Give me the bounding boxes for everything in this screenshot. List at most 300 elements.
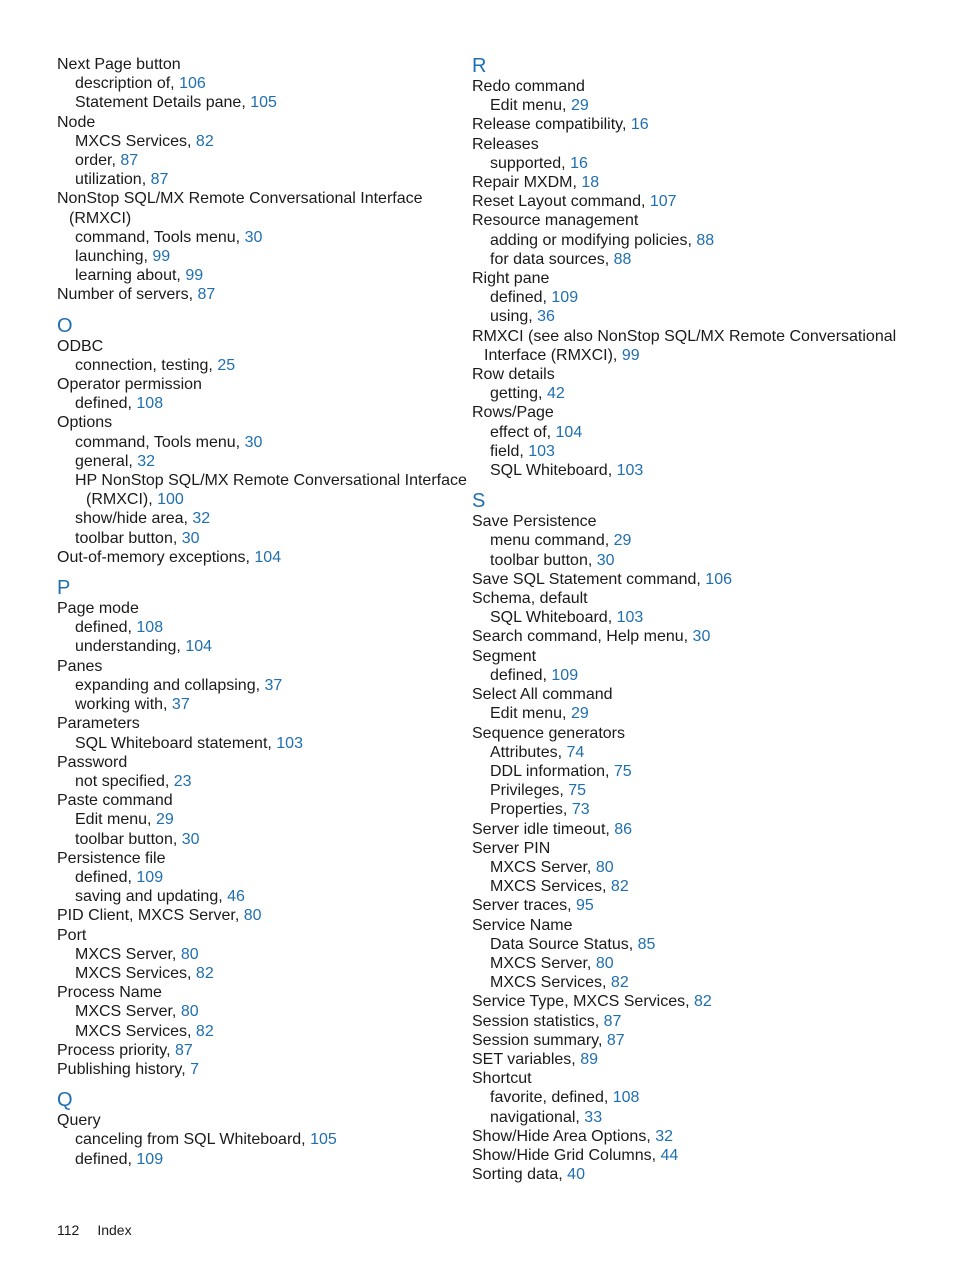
index-term: Search command, Help menu,	[472, 628, 693, 646]
index-term: toolbar button,	[490, 551, 597, 569]
index-entry	[57, 753, 457, 772]
index-entry	[472, 531, 932, 550]
index-term: SET variables,	[472, 1050, 581, 1068]
index-term: Server idle timeout,	[472, 820, 615, 838]
index-entry	[472, 403, 932, 422]
index-entry	[57, 548, 457, 567]
page-reference-link[interactable]: 80	[243, 907, 262, 925]
index-term: Rows/Page	[472, 404, 554, 422]
index-term: Server PIN	[472, 839, 551, 857]
index-entry	[472, 551, 932, 570]
index-entry	[57, 113, 457, 132]
index-term: Save SQL Statement command,	[472, 570, 706, 588]
page-reference-link[interactable]: 44	[660, 1146, 679, 1164]
index-term: NonStop SQL/MX Remote Conversational Interface	[57, 190, 423, 208]
index-entry	[472, 666, 932, 685]
page-reference-link[interactable]: 74	[566, 743, 585, 761]
index-term: Service Name	[472, 916, 573, 934]
page-reference-link[interactable]: 30	[244, 228, 263, 246]
index-entry	[57, 637, 457, 656]
index-term: canceling from SQL Whiteboard,	[75, 1131, 311, 1149]
index-term: command, Tools menu,	[75, 433, 245, 451]
index-entry	[57, 618, 457, 637]
index-entry	[472, 992, 932, 1011]
index-term: command, Tools menu,	[75, 228, 245, 246]
index-entry	[57, 337, 457, 356]
page-reference-link[interactable]: 108	[612, 1089, 640, 1107]
page-reference-link[interactable]: 87	[603, 1012, 622, 1030]
page-reference-link[interactable]: 109	[136, 868, 164, 886]
page-reference-link[interactable]: 89	[580, 1050, 598, 1068]
page-reference-link[interactable]: 42	[546, 385, 565, 403]
index-entry	[472, 570, 932, 589]
index-term: Resource management	[472, 212, 639, 230]
index-term: show/hide area,	[75, 510, 193, 528]
index-term: order,	[75, 152, 121, 170]
page-reference-link[interactable]: 109	[551, 289, 579, 307]
index-term: defined,	[75, 395, 137, 413]
index-term: Select All command	[472, 686, 613, 704]
index-term: defined,	[75, 868, 137, 886]
index-term: defined,	[75, 619, 137, 637]
index-term: Row details	[472, 366, 555, 384]
page-reference-link[interactable]: 82	[195, 1022, 214, 1040]
index-term: connection, testing,	[75, 356, 218, 374]
index-entry	[57, 228, 457, 247]
index-term: Paste command	[57, 792, 173, 810]
page-number: 112	[57, 1222, 80, 1238]
index-term: defined,	[490, 666, 552, 684]
page-reference-link[interactable]: 106	[179, 75, 206, 93]
page-reference-link[interactable]: 108	[136, 619, 164, 637]
index-term: Schema, default	[472, 590, 588, 608]
page-reference-link[interactable]: 37	[264, 676, 283, 694]
index-term: Edit menu,	[490, 97, 571, 115]
page-reference-link[interactable]: 32	[137, 452, 156, 470]
index-term: saving and updating,	[75, 888, 228, 906]
index-entry	[472, 1012, 932, 1031]
index-entry	[57, 695, 457, 714]
index-entry	[57, 906, 457, 925]
index-term: Privileges,	[490, 782, 569, 800]
index-term: MXCS Server,	[75, 945, 181, 963]
index-entry	[57, 830, 457, 849]
index-entry	[472, 250, 932, 269]
page-reference-link[interactable]: 30	[181, 830, 200, 848]
index-term: field,	[490, 442, 529, 460]
page-reference-link[interactable]: 87	[150, 171, 169, 189]
index-entry	[57, 734, 457, 753]
page-reference-link[interactable]: 80	[595, 954, 614, 972]
index-entry	[57, 964, 457, 983]
index-term: Edit menu,	[490, 705, 571, 723]
page-reference-link[interactable]: 75	[568, 782, 587, 800]
index-letter-heading: S	[472, 490, 486, 513]
index-letter-heading: O	[57, 314, 73, 337]
index-term: toolbar button,	[75, 529, 182, 547]
index-entry	[472, 1165, 932, 1184]
index-term: RMXCI (see also NonStop SQL/MX Remote Conversational	[472, 327, 897, 345]
index-term: Operator permission	[57, 376, 202, 394]
index-term: Session statistics,	[472, 1012, 604, 1030]
index-term: MXCS Services,	[490, 974, 611, 992]
index-term: Parameters	[57, 715, 140, 733]
page-reference-link[interactable]: 85	[637, 935, 656, 953]
page-reference-link[interactable]: 75	[613, 762, 632, 780]
index-term: Page mode	[57, 600, 139, 618]
page-reference-link[interactable]: 109	[551, 666, 579, 684]
page-reference-link[interactable]: 80	[180, 1003, 199, 1021]
index-entry	[472, 1127, 932, 1146]
index-term: Edit menu,	[75, 811, 156, 829]
page-reference-link[interactable]: 87	[120, 152, 139, 170]
index-entry	[472, 800, 932, 819]
index-entry	[472, 192, 932, 211]
page-reference-link[interactable]: 105	[310, 1131, 337, 1149]
index-entry	[57, 55, 457, 74]
index-entry	[472, 288, 932, 307]
page-reference-link[interactable]: 104	[254, 548, 282, 566]
page-reference-link[interactable]: 87	[174, 1041, 193, 1059]
index-entry	[57, 599, 457, 618]
index-entry	[472, 839, 932, 858]
index-entry	[57, 1130, 457, 1149]
index-entry	[57, 247, 457, 266]
index-term: adding or modifying policies,	[490, 231, 697, 249]
page-reference-link[interactable]: 30	[181, 529, 200, 547]
index-entry	[472, 935, 932, 954]
page-reference-link[interactable]: 36	[537, 308, 555, 326]
index-entry	[57, 1150, 457, 1169]
page-reference-link[interactable]: 29	[155, 811, 174, 829]
index-term: Service Type, MXCS Services,	[472, 993, 694, 1011]
index-entry	[472, 743, 932, 762]
index-entry	[57, 394, 457, 413]
index-entry	[472, 762, 932, 781]
page-reference-link[interactable]: 30	[692, 628, 711, 646]
page-reference-link[interactable]: 37	[171, 696, 190, 714]
index-entry	[57, 509, 457, 528]
page-reference-link[interactable]: 29	[613, 532, 632, 550]
index-entry	[472, 916, 932, 935]
index-entry	[472, 704, 932, 723]
index-entry	[57, 1060, 457, 1079]
index-term: Port	[57, 926, 87, 944]
index-term: MXCS Services,	[75, 1022, 196, 1040]
index-term: Session summary,	[472, 1031, 607, 1049]
footer-section: Index	[97, 1222, 132, 1238]
page-reference-link[interactable]: 80	[180, 945, 199, 963]
index-entry	[57, 868, 457, 887]
index-term: Node	[57, 113, 96, 131]
index-entry	[472, 685, 932, 704]
index-entry	[57, 791, 457, 810]
page-reference-link[interactable]: 16	[570, 154, 588, 172]
index-entry	[57, 132, 457, 151]
page-reference-link[interactable]: 82	[195, 964, 214, 982]
index-entry	[472, 781, 932, 800]
page-reference-link[interactable]: 99	[152, 248, 171, 266]
index-term: Properties,	[490, 801, 572, 819]
index-entry	[472, 384, 932, 403]
index-term: Persistence file	[57, 849, 166, 867]
page-reference-link[interactable]: 87	[197, 286, 216, 304]
index-entry	[57, 433, 457, 452]
index-term: Repair MXDM,	[472, 174, 582, 192]
page-reference-link[interactable]: 103	[528, 442, 555, 460]
index-term: Process priority,	[57, 1041, 175, 1059]
index-entry	[472, 135, 932, 154]
index-entry	[57, 93, 457, 112]
index-term: HP NonStop SQL/MX Remote Conversational Interface	[75, 472, 467, 490]
index-term: Interface (RMXCI),	[484, 346, 622, 364]
page-reference-link[interactable]: 103	[616, 462, 644, 480]
index-term: menu command,	[490, 532, 614, 550]
page-reference-link[interactable]: 32	[192, 510, 211, 528]
page-reference-link[interactable]: 108	[136, 395, 164, 413]
page-reference-link[interactable]: 29	[570, 97, 589, 115]
index-entry	[57, 1111, 457, 1130]
page-reference-link[interactable]: 16	[630, 116, 649, 134]
index-term: Number of servers,	[57, 286, 198, 304]
index-term: Process Name	[57, 984, 162, 1002]
index-term: understanding,	[75, 638, 186, 656]
index-entry	[472, 973, 932, 992]
index-term: launching,	[75, 248, 153, 266]
index-entry	[472, 115, 932, 134]
index-entry	[57, 266, 457, 285]
index-term: Reset Layout command,	[472, 193, 650, 211]
page-reference-link[interactable]: 107	[649, 193, 677, 211]
index-entry	[472, 512, 932, 531]
index-term: ODBC	[57, 337, 104, 355]
page-reference-link[interactable]: 82	[195, 132, 214, 150]
index-term: getting,	[490, 385, 547, 403]
page-reference-link[interactable]: 7	[190, 1060, 200, 1078]
page-reference-link[interactable]: 46	[227, 888, 245, 906]
index-term: Show/Hide Area Options,	[472, 1127, 656, 1145]
page-reference-link[interactable]: 109	[136, 1150, 164, 1168]
index-term: Segment	[472, 647, 537, 665]
page-reference-link[interactable]: 99	[185, 267, 204, 285]
page-reference-link[interactable]: 25	[217, 356, 236, 374]
page-reference-link[interactable]: 18	[581, 174, 600, 192]
index-term: Releases	[472, 135, 539, 153]
page-reference-link[interactable]: 32	[655, 1127, 674, 1145]
page-reference-link[interactable]: 30	[596, 551, 615, 569]
page-reference-link[interactable]: 33	[584, 1108, 603, 1126]
index-entry	[57, 74, 457, 93]
index-letter-heading: P	[57, 577, 71, 600]
index-entry	[57, 1041, 457, 1060]
index-term: favorite, defined,	[490, 1089, 613, 1107]
page-reference-link[interactable]: 88	[613, 250, 632, 268]
index-entry	[57, 151, 457, 170]
index-term: expanding and collapsing,	[75, 676, 265, 694]
index-entry	[57, 772, 457, 791]
index-entry	[57, 983, 457, 1002]
index-term: SQL Whiteboard,	[490, 462, 617, 480]
index-term: Statement Details pane,	[75, 94, 251, 112]
page-reference-link[interactable]: 82	[610, 974, 629, 992]
index-entry	[472, 1108, 932, 1127]
index-entry	[472, 346, 932, 365]
index-term: MXCS Server,	[490, 954, 596, 972]
index-term: utilization,	[75, 171, 151, 189]
page-reference-link[interactable]: 73	[571, 801, 590, 819]
index-term: DDL information,	[490, 762, 614, 780]
index-entry	[57, 490, 457, 509]
index-term: Sequence generators	[472, 724, 625, 742]
index-term: for data sources,	[490, 250, 614, 268]
index-term: Options	[57, 414, 113, 432]
index-term: Data Source Status,	[490, 935, 638, 953]
index-entry	[472, 608, 932, 627]
page-reference-link[interactable]: 40	[567, 1166, 585, 1184]
index-term: working with,	[75, 696, 172, 714]
index-term: PID Client, MXCS Server,	[57, 907, 244, 925]
index-term: Attributes,	[490, 743, 567, 761]
index-entry	[57, 945, 457, 964]
page-reference-link[interactable]: 95	[576, 897, 594, 915]
index-entry	[472, 1069, 932, 1088]
page-reference-link[interactable]: 23	[173, 772, 192, 790]
index-entry	[57, 285, 457, 304]
index-term: learning about,	[75, 267, 186, 285]
index-entry	[472, 173, 932, 192]
index-term: Publishing history,	[57, 1060, 191, 1078]
page-reference-link[interactable]: 104	[555, 423, 583, 441]
page-footer	[57, 1222, 150, 1238]
index-entry	[472, 365, 932, 384]
index-entry	[57, 529, 457, 548]
index-entry	[57, 714, 457, 733]
index-entry	[472, 1088, 932, 1107]
index-entry	[57, 189, 457, 208]
index-term: MXCS Server,	[75, 1003, 181, 1021]
index-term: using,	[490, 308, 538, 326]
index-entry	[57, 375, 457, 394]
index-term: defined,	[490, 289, 552, 307]
page-reference-link[interactable]: 29	[570, 705, 589, 723]
index-entry	[472, 724, 932, 743]
index-entry	[57, 1002, 457, 1021]
index-entry	[57, 887, 457, 906]
index-entry	[57, 1022, 457, 1041]
index-entry	[472, 820, 932, 839]
index-entry	[472, 77, 932, 96]
index-entry	[57, 209, 457, 228]
index-term: not specified,	[75, 772, 174, 790]
index-term: MXCS Services,	[75, 132, 196, 150]
index-term: general,	[75, 452, 138, 470]
index-term: Sorting data,	[472, 1166, 568, 1184]
index-entry	[57, 849, 457, 868]
page-reference-link[interactable]: 105	[250, 94, 277, 112]
index-term: Redo command	[472, 78, 585, 95]
index-term: Right pane	[472, 270, 550, 288]
index-entry	[57, 356, 457, 375]
page-reference-link[interactable]: 103	[276, 734, 303, 752]
index-term: MXCS Services,	[490, 878, 611, 896]
index-term: defined,	[75, 1150, 137, 1168]
index-entry	[472, 589, 932, 608]
index-term: Out-of-memory exceptions,	[57, 548, 255, 566]
index-term: MXCS Server,	[490, 858, 596, 876]
index-entry	[472, 327, 932, 346]
index-entry	[472, 154, 932, 173]
index-entry	[57, 657, 457, 676]
index-entry	[472, 423, 932, 442]
index-term: Query	[57, 1112, 101, 1130]
page-reference-link[interactable]: 104	[185, 638, 213, 656]
index-entry	[472, 96, 932, 115]
index-term: toolbar button,	[75, 830, 182, 848]
index-term: Show/Hide Grid Columns,	[472, 1146, 661, 1164]
index-term: Release compatibility,	[472, 116, 631, 134]
index-entry	[472, 461, 932, 480]
index-column-left	[57, 55, 467, 1169]
index-entry	[472, 896, 932, 915]
index-term: SQL Whiteboard,	[490, 609, 617, 627]
index-term: SQL Whiteboard statement,	[75, 734, 277, 752]
page-reference-link[interactable]: 99	[621, 346, 640, 364]
page-reference-link[interactable]: 88	[696, 231, 715, 249]
index-term: Shortcut	[472, 1070, 532, 1088]
page-reference-link[interactable]: 87	[606, 1031, 625, 1049]
index-entry	[472, 1031, 932, 1050]
index-entry	[472, 211, 932, 230]
index-entry	[472, 954, 932, 973]
index-term: Password	[57, 753, 128, 771]
index-entry	[472, 307, 932, 326]
index-entry	[472, 1050, 932, 1069]
page-reference-link[interactable]: 30	[244, 433, 263, 451]
page-reference-link[interactable]: 103	[616, 609, 644, 627]
page-reference-link[interactable]: 82	[694, 993, 712, 1011]
index-term: MXCS Services,	[75, 964, 196, 982]
index-term: (RMXCI),	[86, 491, 158, 509]
index-term: effect of,	[490, 423, 556, 441]
index-entry	[472, 858, 932, 877]
index-term: Save Persistence	[472, 513, 597, 531]
page-reference-link[interactable]: 82	[610, 878, 629, 896]
page-reference-link[interactable]: 80	[595, 858, 614, 876]
index-term: Server traces,	[472, 897, 577, 915]
page-reference-link[interactable]: 86	[614, 820, 633, 838]
index-letter-heading: R	[472, 55, 487, 77]
index-term: Panes	[57, 657, 103, 675]
index-entry	[57, 926, 457, 945]
index-column-right	[472, 55, 932, 1184]
index-entry	[57, 170, 457, 189]
page-reference-link[interactable]: 106	[705, 570, 732, 588]
index-letter-heading: Q	[57, 1089, 73, 1112]
index-term: supported,	[490, 154, 571, 172]
index-term: (RMXCI)	[69, 209, 132, 227]
index-entry	[57, 676, 457, 695]
page-reference-link[interactable]: 100	[157, 491, 184, 509]
index-term: description of,	[75, 75, 180, 93]
index-entry	[472, 269, 932, 288]
index-entry	[57, 452, 457, 471]
index-entry	[57, 413, 457, 432]
index-entry	[472, 231, 932, 250]
index-entry	[472, 442, 932, 461]
index-entry	[472, 647, 932, 666]
index-term: Next Page button	[57, 56, 181, 73]
index-entry	[57, 471, 467, 490]
